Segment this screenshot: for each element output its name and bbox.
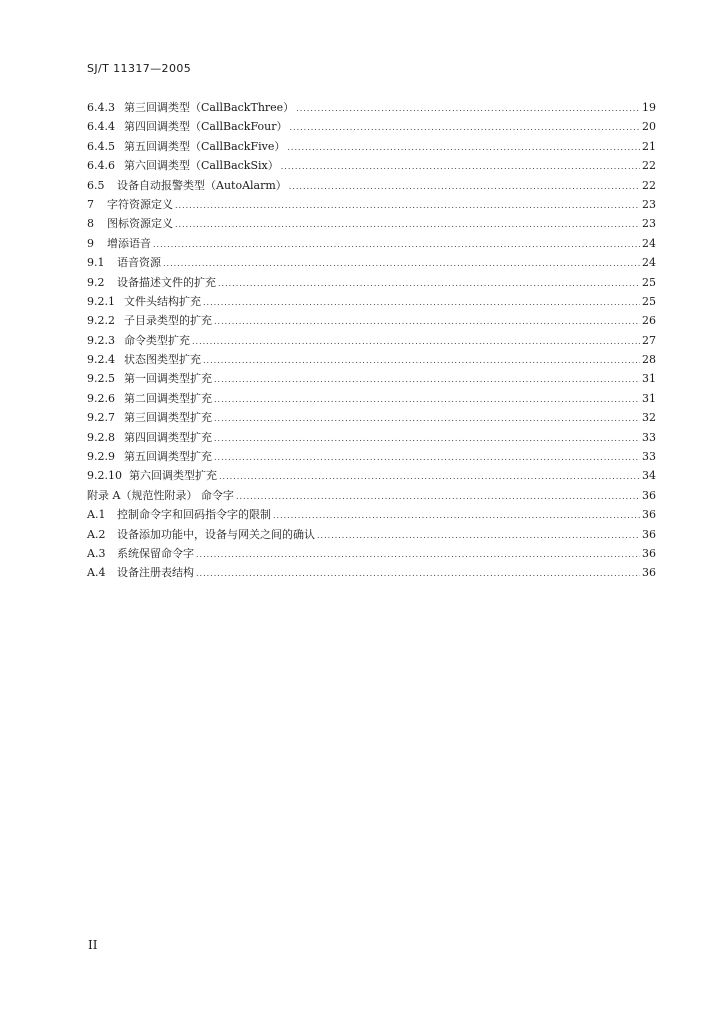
toc-entry: [87, 311, 656, 330]
toc-entry-page: 21: [642, 139, 656, 153]
toc-entry-title: 文件头结构扩充: [124, 294, 201, 308]
toc-entry: [87, 292, 656, 311]
toc-entry-number: 6.4.5: [87, 139, 115, 153]
toc-entry-page: 36: [642, 527, 656, 541]
toc-entry-title: 字符资源定义: [107, 197, 173, 211]
toc-entry-page: 24: [642, 236, 656, 250]
toc-entry-number: 6.4.3: [87, 101, 115, 114]
toc-leader-dots: [214, 429, 640, 448]
toc-entry-title: 第二回调类型扩充: [124, 391, 212, 405]
toc-entry: [87, 466, 656, 485]
toc-leader-dots: [289, 118, 640, 137]
toc-entry-number: 6.4.4: [87, 120, 115, 134]
toc-leader-dots: [214, 370, 640, 389]
toc-entry-number: 7: [87, 197, 94, 211]
toc-entry-title: 设备描述文件的扩充: [117, 275, 216, 289]
toc-entry-title: 系统保留命令字: [117, 546, 194, 560]
toc-entry-number: A.4: [87, 566, 106, 580]
toc-entry-title: 子目录类型的扩充: [124, 314, 212, 328]
toc-entry: [87, 273, 656, 292]
toc-entry-page: 36: [642, 546, 656, 560]
toc-entry-page: 22: [642, 178, 656, 192]
page-number-footer: II: [88, 938, 98, 952]
toc-entry-number: 9.2.3: [87, 333, 115, 347]
toc-leader-dots: [214, 390, 640, 409]
toc-entry: [87, 350, 656, 369]
toc-entry-number: 9.2.10: [87, 469, 122, 483]
toc-leader-dots: [214, 409, 640, 428]
toc-leader-dots: [219, 467, 640, 486]
toc-entry-number: 9.2.5: [87, 372, 115, 386]
toc-entry-number: 9: [87, 236, 94, 250]
toc-leader-dots: [175, 196, 640, 215]
toc-entry-number: 8: [87, 217, 94, 231]
toc-entry-page: 23: [642, 217, 656, 231]
toc-entry-number: A.1: [87, 508, 106, 522]
toc-entry: [87, 195, 656, 214]
toc-entry-page: 36: [642, 566, 656, 580]
toc-entry-page: 27: [642, 333, 656, 347]
toc-entry-title: 第三回调类型（CallBackThree）: [124, 101, 295, 114]
toc-entry-number: 9.2.8: [87, 430, 115, 444]
toc-leader-dots: [287, 138, 640, 157]
toc-entry-page: 36: [642, 488, 656, 502]
toc-entry-title: 第一回调类型扩充: [124, 372, 212, 386]
toc-entry-title: 第五回调类型扩充: [124, 450, 212, 464]
toc-entry: [87, 214, 656, 233]
toc-leader-dots: [163, 254, 640, 273]
document-code-header: SJ/T 11317—2005: [87, 62, 192, 75]
toc-entry-number: 9.1: [87, 256, 105, 270]
toc-leader-dots: [196, 564, 640, 583]
toc-entry-title: 第五回调类型（CallBackFive）: [124, 139, 286, 153]
toc-entry-number: 9.2: [87, 275, 105, 289]
toc-entry-page: 34: [642, 469, 656, 483]
toc-entry: [87, 486, 656, 505]
toc-leader-dots: [214, 448, 640, 467]
toc-entry-number: 9.2.4: [87, 353, 115, 367]
toc-entry-page: 28: [642, 353, 656, 367]
toc-entry-page: 33: [642, 450, 656, 464]
toc-entry-page: 26: [642, 314, 656, 328]
toc-entry-page: 33: [642, 430, 656, 444]
toc-entry: [87, 253, 656, 272]
toc-entry-number: 9.2.6: [87, 391, 115, 405]
toc-leader-dots: [203, 293, 640, 312]
toc-entry: [87, 525, 656, 544]
toc-entry-number: 9.2.1: [87, 294, 115, 308]
toc-entry: [87, 98, 656, 117]
toc-entry-number: 9.2.2: [87, 314, 115, 328]
toc-entry-page: 31: [642, 391, 656, 405]
toc-entry: [87, 176, 656, 195]
toc-entry-page: 20: [642, 120, 656, 134]
toc-entry: [87, 234, 656, 253]
toc-leader-dots: [203, 351, 640, 370]
toc-entry: [87, 408, 656, 427]
toc-entry: [87, 428, 656, 447]
toc-entry-title: 语音资源: [117, 256, 161, 270]
toc-entry: [87, 156, 656, 175]
toc-entry: [87, 544, 656, 563]
toc-entry-title: 设备注册表结构: [117, 566, 194, 580]
toc-entry-number: A.2: [87, 527, 106, 541]
toc-entry-page: 22: [642, 159, 656, 173]
toc-leader-dots: [289, 177, 640, 196]
toc-leader-dots: [214, 312, 640, 331]
toc-entry: [87, 389, 656, 408]
toc-leader-dots: [218, 274, 640, 293]
toc-entry-title: 设备自动报警类型（AutoAlarm）: [117, 178, 287, 192]
toc-entry-title: 状态图类型扩充: [124, 353, 201, 367]
toc-entry-title: 第六回调类型扩充: [129, 469, 217, 483]
table-of-contents: [87, 98, 656, 583]
toc-leader-dots: [296, 99, 640, 118]
toc-entry-page: 24: [642, 256, 656, 270]
toc-entry-page: 25: [642, 275, 656, 289]
toc-entry-page: 19: [642, 101, 656, 114]
toc-entry-number: 6.5: [87, 178, 105, 192]
toc-entry-title: 图标资源定义: [107, 217, 173, 231]
toc-leader-dots: [153, 235, 640, 254]
toc-entry: [87, 137, 656, 156]
toc-entry-page: 31: [642, 372, 656, 386]
toc-entry-title: 控制命令字和回码指令字的限制: [117, 508, 271, 522]
toc-entry-page: 32: [642, 411, 656, 425]
toc-entry-title: 增添语音: [107, 236, 151, 250]
toc-leader-dots: [192, 332, 640, 351]
toc-leader-dots: [175, 215, 640, 234]
toc-entry-title: 第三回调类型扩充: [124, 411, 212, 425]
toc-entry-number: 6.4.6: [87, 159, 115, 173]
toc-leader-dots: [196, 545, 640, 564]
toc-entry-title: 命令类型扩充: [124, 333, 190, 347]
toc-entry-title: 设备添加功能中，设备与网关之间的确认: [117, 527, 315, 541]
toc-entry-title: 第四回调类型（CallBackFour）: [124, 120, 288, 134]
toc-entry-number: 9.2.7: [87, 411, 115, 425]
toc-entry: [87, 117, 656, 136]
toc-entry-title: 附录 A（规范性附录） 命令字: [87, 488, 234, 502]
toc-entry: [87, 447, 656, 466]
toc-leader-dots: [281, 157, 640, 176]
toc-leader-dots: [236, 487, 640, 506]
toc-entry-page: 25: [642, 294, 656, 308]
toc-leader-dots: [317, 526, 640, 545]
toc-entry: [87, 505, 656, 524]
toc-entry: [87, 563, 656, 582]
toc-entry: [87, 331, 656, 350]
toc-entry-title: 第六回调类型（CallBackSix）: [124, 159, 279, 173]
toc-entry-page: 23: [642, 197, 656, 211]
toc-entry-page: 36: [642, 508, 656, 522]
toc-entry-number: 9.2.9: [87, 450, 115, 464]
toc-leader-dots: [273, 506, 640, 525]
toc-entry-number: A.3: [87, 546, 106, 560]
toc-entry: [87, 369, 656, 388]
toc-entry-title: 第四回调类型扩充: [124, 430, 212, 444]
